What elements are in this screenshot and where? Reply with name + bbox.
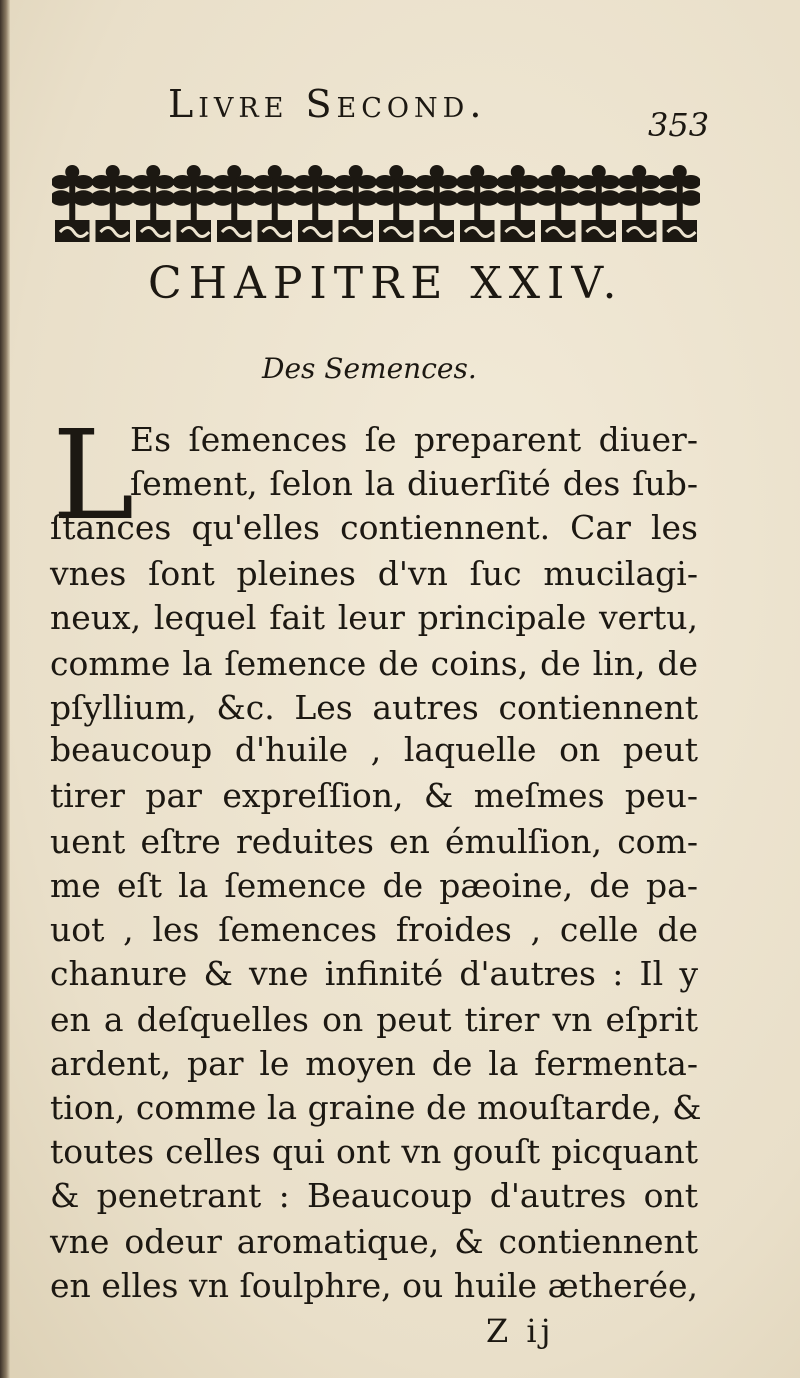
text-line: en a deſquelles on peut tirer vn eſprit: [50, 1000, 698, 1039]
text-line: tirer par expreſſion, & meſmes peu-: [50, 776, 698, 815]
section-title: Des Semences.: [262, 352, 477, 385]
text-line: comme la ſemence de coins, de lin, de: [50, 644, 698, 683]
text-line: tion, comme la graine de mouſtarde, &: [50, 1088, 702, 1127]
text-line: vne odeur aromatique, & contiennent: [50, 1222, 698, 1261]
drop-initial: L: [52, 404, 135, 548]
text-line: ardent, par le moyen de la fermenta-: [50, 1044, 698, 1083]
text-line: chanure & vne infinité d'autres : Il y: [50, 954, 698, 993]
text-line: beaucoup d'huile , laquelle on peut: [50, 730, 698, 769]
chapter-title: CHAPITRE XXIV.: [148, 258, 624, 309]
text-line: en elles vn ſoulphre, ou huile ætherée,: [50, 1266, 698, 1305]
text-line: uot , les ſemences froides , celle de: [50, 910, 698, 949]
text-line: neux, lequel fait leur principale vertu,: [50, 598, 698, 637]
page-number: 353: [648, 106, 710, 144]
text-line: Es ſemences ſe preparent diuer-: [130, 420, 698, 459]
running-head: Livre Second.: [168, 82, 487, 126]
text-line: me eſt la ſemence de pæoine, de pa-: [50, 866, 698, 905]
text-line: vnes ſont pleines d'vn ſuc mucilagi-: [50, 554, 698, 593]
text-line: ſtances qu'elles contiennent. Car les: [50, 508, 698, 547]
text-line: uent eſtre reduites en émulſion, com-: [50, 822, 698, 861]
text-line: toutes celles qui ont vn gouſt picquant: [50, 1132, 698, 1171]
text-line: & penetrant : Beaucoup d'autres ont: [50, 1176, 698, 1215]
signature-mark: Z ij: [486, 1312, 555, 1350]
text-line: pſyllium, &c. Les autres contiennent: [50, 688, 698, 727]
text-line: ſement, ſelon la diuerſité des ſub-: [130, 464, 698, 503]
